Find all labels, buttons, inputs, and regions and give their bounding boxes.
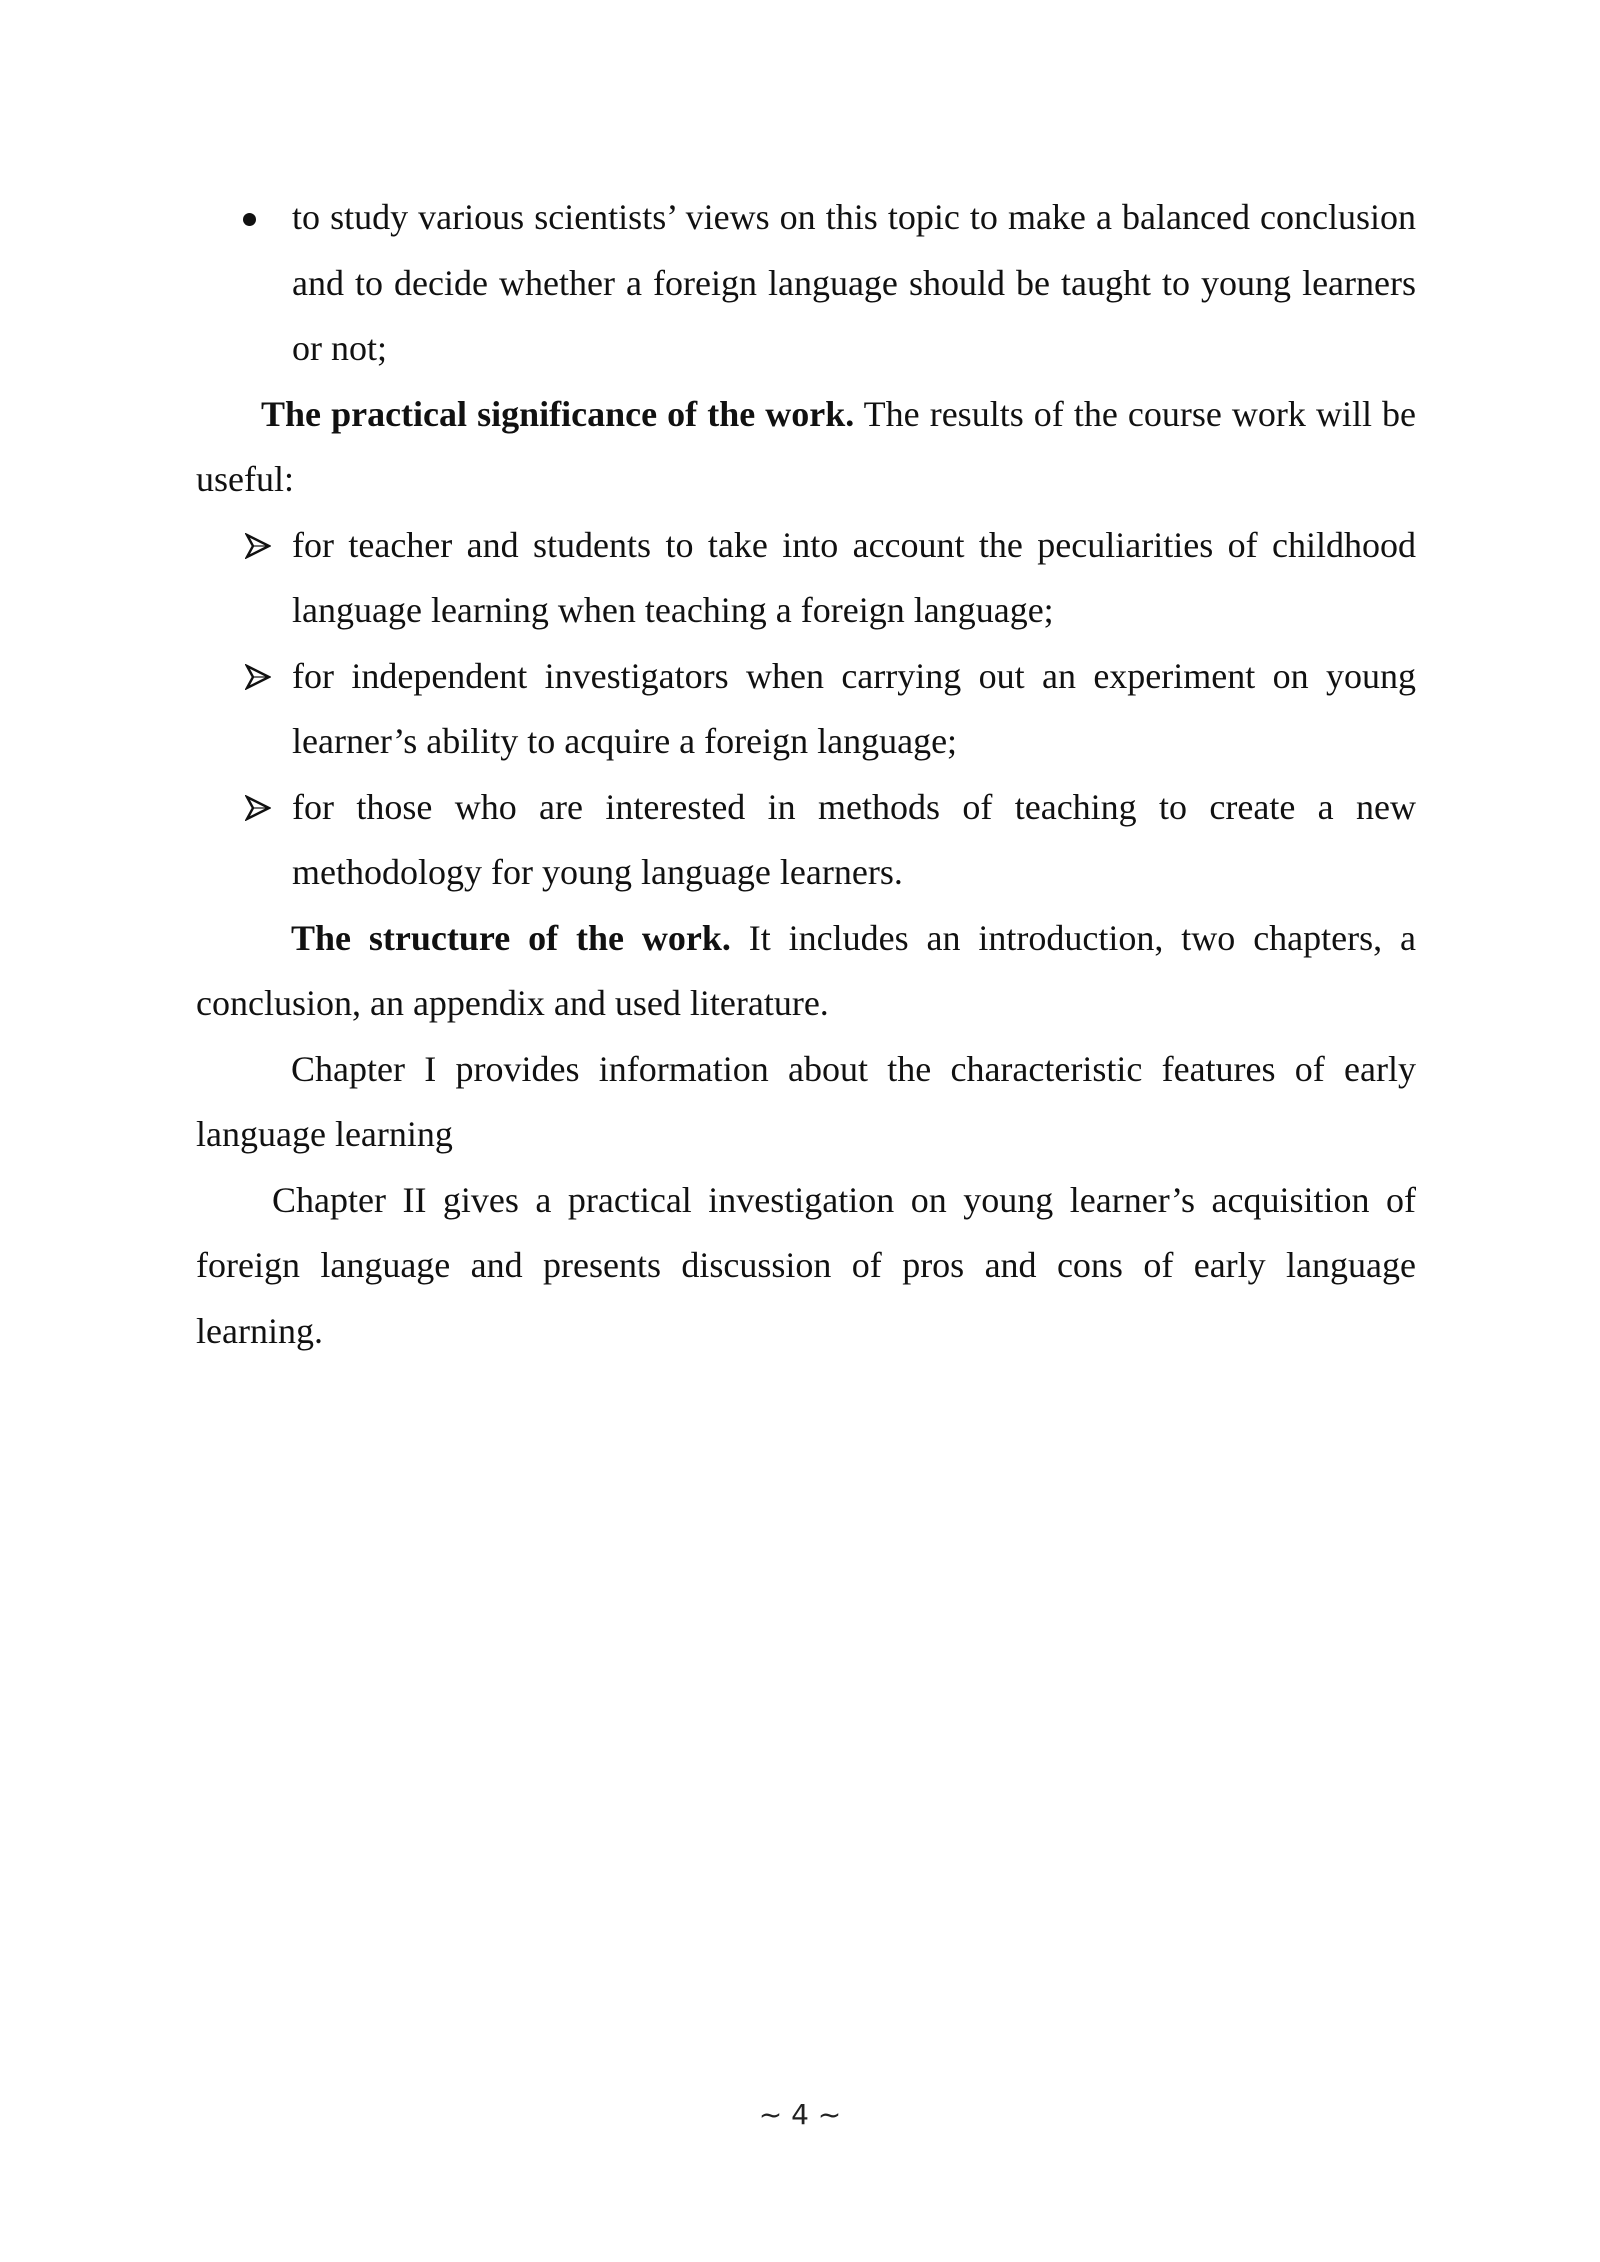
arrow-list-item-text: for those who are interested in methods of teaching to create a new methodology for young language learners. — [292, 786, 1416, 892]
arrow-bullet-icon — [245, 795, 271, 821]
structure-heading: The structure of the work. — [291, 917, 731, 958]
chapter-two-paragraph: Chapter II gives a practical investigation on young learner’s acquisition of foreign language and presents discussion of pros and cons of early language learning. — [196, 1179, 1416, 1351]
arrow-bullet-icon — [245, 664, 271, 690]
chapter-one-paragraph: Chapter I provides information about the characteristic features of early language learning — [196, 1048, 1416, 1154]
bullet-item — [196, 185, 1416, 382]
practical-significance-heading: The practical significance of the work. — [261, 393, 855, 434]
structure-text: It includes an introduction, two chapters, a conclusion, an appendix and used literature. — [196, 917, 1417, 1023]
structure-paragraph — [196, 906, 1416, 1037]
arrow-list-item — [196, 513, 1416, 644]
arrow-list-item-text: for teacher and students to take into account the peculiarities of childhood language learning when teaching a foreign language; — [292, 524, 1416, 630]
arrow-bullet-icon — [245, 533, 271, 559]
arrow-list-item — [196, 775, 1416, 906]
document-page — [196, 185, 1416, 1364]
arrow-list-item-text: for independent investigators when carrying out an experiment on young learner’s ability to acquire a foreign language; — [292, 655, 1416, 761]
page-number: ~ 4 ~ — [758, 2098, 842, 2131]
practical-significance-paragraph — [196, 382, 1416, 513]
bullet-item-text: to study various scientists’ views on this topic to make a balanced conclusion and to decide whether a foreign language should be taught to young learners or not; — [292, 197, 1416, 368]
practical-significance-text: The results of the course work will be useful: — [196, 393, 1417, 499]
bullet-dot-icon — [243, 213, 256, 226]
arrow-list-item — [196, 644, 1416, 775]
